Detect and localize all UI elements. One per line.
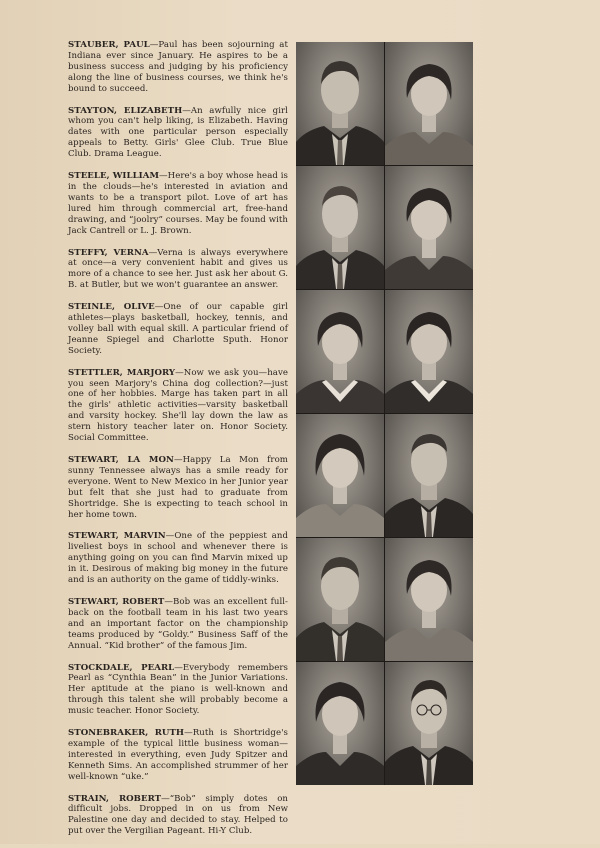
portrait-photo-stockdale-pearl [385, 538, 473, 661]
portrait-photo-stauber-paul [296, 42, 384, 165]
entry-text: —One of our capable girl athletes—plays basketball, hockey, tennis, and volley ball with equal skill. A particular friend of Jeanne Spiegel and Charlotte Sputh. Honor Society. [68, 302, 288, 356]
entry-stonebraker-ruth [68, 728, 288, 783]
biography-column [68, 40, 288, 848]
entry-text: —Here's a boy whose head is in the clouds—he's interested in aviation and wants to be a transport pilot. Love of art has lured him through commercial art, free-hand drawing, and “joolry” courses. May be found with Jack Cantrell or L. J. Brown. [68, 171, 288, 236]
entry-name: STEINLE, OLIVE [68, 302, 155, 313]
entry-stockdale-pearl [68, 663, 288, 718]
entry-text: —Everybody remembers Pearl as “Cynthia Bean” in the Junior Variations. Her aptitude at the piano is well-known and through this talent she will probably become a music teacher. Honor Society. [68, 662, 288, 717]
entry-name: STEELE, WILLIAM [68, 171, 160, 182]
portrait-photo-stayton-elizabeth [385, 42, 473, 165]
entry-text: —Ruth is Shortridge's example of the typical little business woman—interested in everything, even Judy Spitzer and Kenneth Sims. An accomplished strummer of her well-known “uke.” [68, 728, 288, 782]
portrait-photo-steffy-verna [385, 166, 473, 289]
entry-steele-william [68, 171, 288, 236]
entry-stauber-paul [68, 40, 288, 95]
portrait-photo-stewart-marvin [385, 414, 473, 537]
entry-name: STRAIN, ROBERT [68, 793, 162, 804]
entry-name: STOCKDALE, PEARL [68, 662, 175, 673]
portrait-photo-steinle-olive [296, 290, 384, 413]
entry-name: STEFFY, VERNA [68, 247, 149, 258]
entry-text: —Happy La Mon from sunny Tennessee always has a smile ready for everyone. Went to New Mexico in her Junior year but felt that she just had to graduate from Shortridge. She is expecting to teach school in her home town. [68, 455, 288, 520]
entry-stewart-la-mon [68, 455, 288, 520]
entry-name: STEWART, LA MON [68, 455, 174, 465]
entry-text: —Now we ask you—have you seen Marjory's China dog collection?—just one of her hobbies. Marge has taken part in all the girls' athletic activities—varsity basketball and varsity hockey. She'll lay down the law as stern history teacher later on. Honor Society. Social Committee. [68, 367, 288, 444]
portrait-photo-stewart-la-mon [296, 414, 384, 537]
portrait-photo-strain-robert [385, 662, 473, 785]
entry-text: —“Bob” simply dotes on difficult jobs. Dropped in on us from New Palestine one day and decided to stay. Helped to put over the Vergilian Pageant. Hi-Y Club. [68, 793, 289, 837]
entry-strain-robert [68, 794, 288, 838]
portrait-photo-stonebraker-ruth [296, 662, 384, 785]
entry-name: STAUBER, PAUL [68, 40, 150, 50]
entry-text: —One of the peppiest and liveliest boys in school and whenever there is anything going on you can find Marvin mixed up in it. Desirous of making big money in the future and is an authority on the game of tiddly-winks. [68, 531, 288, 586]
portrait-photo-steele-william [296, 166, 384, 289]
entry-name: STEWART, ROBERT [68, 596, 165, 607]
entry-name: STEWART, MARVIN [68, 531, 166, 542]
portrait-photo-stettler-marjory [385, 290, 473, 413]
entry-steinle-olive [68, 302, 288, 357]
entry-stewart-marvin [68, 531, 288, 586]
entry-stewart-robert [68, 597, 288, 652]
entry-text: —An awfully nice girl whom you can't help liking, is Elizabeth. Having dates with one particular person especially appeals to Betty. Girls' Glee Club. True Blue Club. Drama League. [68, 105, 288, 160]
entry-name: STONEBRAKER, RUTH [68, 728, 185, 739]
entry-name: STETTLER, MARJORY [68, 367, 176, 378]
entry-stettler-marjory [68, 368, 288, 444]
entry-text: —Paul has been sojourning at Indiana ever since January. He aspires to be a business success and judging by his proficiency along the line of business courses, we think he's bound to succeed. [68, 40, 288, 94]
portrait-grid [296, 42, 473, 785]
entry-name: STAYTON, ELIZABETH [68, 105, 183, 116]
entry-text: —Verna is always everywhere at once—a very convenient habit and gives us more of a chance to see her. Just ask her about G. B. at Butler, but we won't guarantee an answer. [68, 247, 288, 291]
entry-stayton-elizabeth [68, 106, 288, 161]
entry-steffy-verna [68, 248, 288, 292]
entry-text: —Bob was an excellent full-back on the football team in his last two years and an important factor on the championship teams produced by “Goldy.” Business Saff of the Annual. “Kid brother” of the famous Jim. [68, 596, 288, 651]
portrait-photo-stewart-robert [296, 538, 384, 661]
